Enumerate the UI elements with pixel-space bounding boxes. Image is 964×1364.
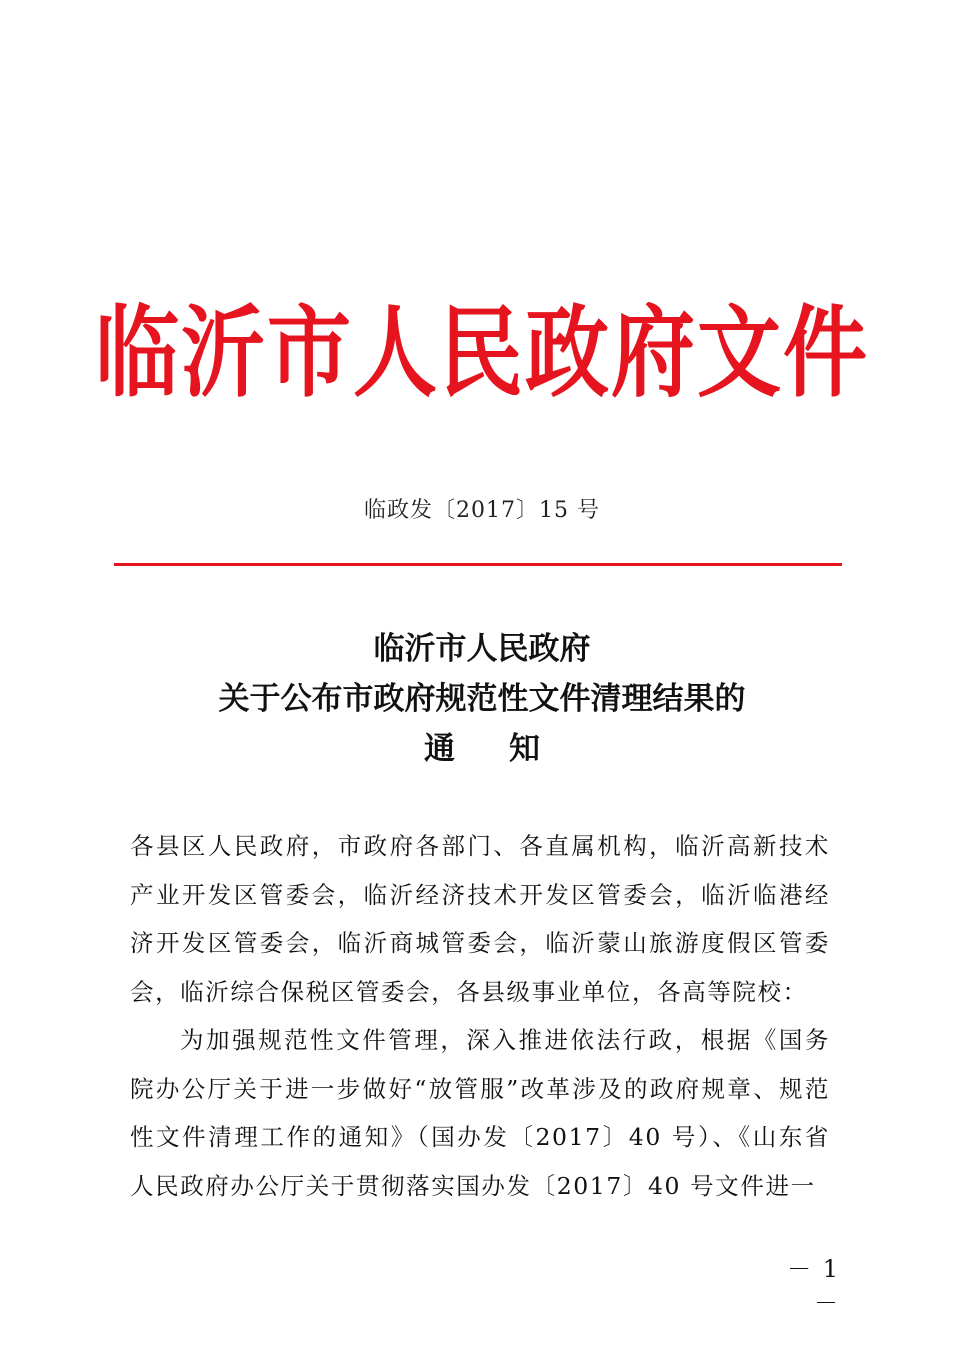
masthead-title: 临沂市人民政府文件 [94, 295, 869, 411]
document-body [130, 822, 830, 1210]
document-title [0, 624, 964, 774]
page-number: － 1 － [787, 1255, 840, 1317]
addressee-paragraph: 各县区人民政府，市政府各部门、各直属机构，临沂高新技术产业开发区管委会，临沂经济技术开发区管委会，临沂临港经济开发区管委会，临沂商城管委会，临沂蒙山旅游度假区管委会，临沂综合保税区管委会，各县级事业单位，各高等院校： [130, 832, 830, 1006]
title-line-subject: 关于公布市政府规范性文件清理结果的 [218, 681, 746, 717]
body-paragraph: 为加强规范性文件管理，深入推进依法行政，根据《国务院办公厅关于进一步做好“放管服”改革涉及的政府规章、规范性文件清理工作的通知》（国办发〔2017〕40 号）、《山东省人民政府办公厅关于贯彻落实国办发〔2017〕40 号文件进一 [130, 1026, 830, 1200]
document-number: 临政发〔2017〕15 号 [364, 498, 600, 523]
title-line-issuer: 临沂市人民政府 [373, 631, 591, 667]
red-divider-line [114, 563, 842, 566]
title-line-notice: 通知 [424, 731, 594, 767]
